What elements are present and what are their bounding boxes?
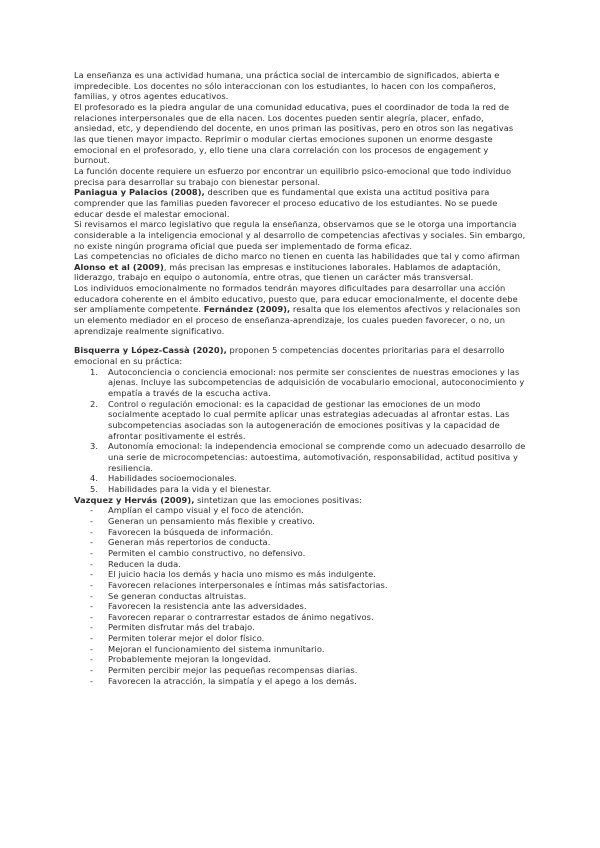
list-item	[74, 644, 526, 655]
paragraph-8	[74, 345, 526, 366]
citation: Paniagua y Palacios (2008),	[74, 187, 205, 198]
list-dash: -	[90, 654, 94, 665]
document-page	[74, 70, 526, 686]
list-item	[74, 505, 526, 516]
list-dash: -	[90, 515, 94, 526]
list-number: 5.	[90, 483, 99, 494]
list-item	[74, 665, 526, 676]
list-item	[74, 484, 526, 495]
list-item	[74, 654, 526, 665]
list-dash: -	[90, 537, 94, 548]
list-item-text: Permiten disfrutar más del trabajo.	[108, 622, 255, 633]
list-item	[74, 622, 526, 633]
list-dash: -	[90, 590, 94, 601]
list-dash: -	[90, 622, 94, 633]
list-item-text: Reducen la duda.	[108, 558, 181, 569]
list-item	[74, 516, 526, 527]
list-dash: -	[90, 633, 94, 644]
list-dash: -	[90, 665, 94, 676]
list-item	[74, 569, 526, 580]
list-item-text: Se generan conductas altruistas.	[108, 590, 247, 601]
paragraph-text: sintetizan que las emociones positivas:	[194, 494, 362, 505]
list-item	[74, 367, 526, 399]
list-item-text: Autonomía emocional: la independencia emocional se comprende como un adecuado desarrollo de una serie de microcompetencias: autoestima, automotivación, responsabilidad, actitud positiva y resiliencia.	[108, 441, 526, 473]
list-item	[74, 441, 526, 473]
list-item	[74, 473, 526, 484]
list-item-text: Permiten percibir mejor las pequeñas recompensas diarias.	[108, 665, 358, 676]
list-item	[74, 537, 526, 548]
list-dash: -	[90, 569, 94, 580]
list-item-text: Permiten el cambio constructivo, no defensivo.	[108, 547, 306, 558]
list-item-text: Favorecen la búsqueda de información.	[108, 526, 274, 537]
list-item	[74, 527, 526, 538]
paragraph-text: proponen 5 competencias docentes prioritarias para el desarrollo emocional en su práctica:	[74, 345, 505, 367]
paragraph-7	[74, 283, 526, 336]
paragraph-4	[74, 187, 526, 219]
paragraph-text: describen que es fundamental que exista una actitud positiva para comprender que las familias pueden favorecer el proceso educativo de los estudiantes. No se puede educar desde el malestar emocional.	[74, 187, 498, 219]
list-dash: -	[90, 579, 94, 590]
list-dash: -	[90, 505, 94, 516]
paragraph-text: resalta que los elementos afectivos y relacionales son un elemento mediador en el proceso de enseñanza-aprendizaje, los cuales pueden favorecer, o no, un aprendizaje realmente significativo.	[74, 304, 521, 336]
paragraph-2: El profesorado es la piedra angular de una comunidad educativa, pues el coordinador de toda la red de relaciones interpersonales que de ella nacen. Los docentes pueden sentir alegría, placer, enfado, ansiedad, etc, y dependiendo del docente, en unos priman las positivas, pero en otros son las negativas las que tienen mayor impacto. Reprimir o modular ciertas emociones suponen un enorme desgaste emocional en el profesorado, y, ello tiene una clara correlación con los procesos de engagement y burnout.	[74, 101, 514, 166]
list-item-text: Favorecen la resistencia ante las adversidades.	[108, 601, 307, 612]
list-number: 3.	[90, 441, 99, 452]
paragraph-text: , más precisan las empresas e instituciones laborales. Hablamos de adaptación, liderazgo, trabajo en equipo o autonomía, entre otras, que tienen un carácter más transversal.	[74, 261, 501, 283]
citation: Vazquez y Hervás (2009),	[74, 494, 195, 505]
list-item-text: Permiten tolerar mejor el dolor físico.	[108, 633, 265, 644]
list-item	[74, 601, 526, 612]
list-item	[74, 580, 526, 591]
list-dash: -	[90, 558, 94, 569]
list-item	[74, 591, 526, 602]
paragraph-9	[74, 495, 526, 506]
list-item-text: Probablemente mejoran la longevidad.	[108, 654, 271, 665]
list-item-text: Favorecen relaciones interpersonales e íntimas más satisfactorias.	[108, 579, 388, 590]
list-item	[74, 676, 526, 687]
citation: Bisquerra y López-Cassà (2020),	[74, 345, 227, 356]
list-item-text: Favorecen la atracción, la simpatía y el apego a los demás.	[108, 675, 357, 686]
list-item-text: El juicio hacia los demás y hacia uno mismo es más indulgente.	[108, 569, 376, 580]
list-number: 4.	[90, 473, 99, 484]
paragraph-1: La enseñanza es una actividad humana, una práctica social de intercambio de significados, abierta e impredecible. Los docentes no sólo interaccionan con los estudiantes, lo hacen con los compañeros, familias, y otros agentes educativos.	[74, 70, 500, 102]
list-dash: -	[90, 601, 94, 612]
list-item	[74, 633, 526, 644]
list-dash: -	[90, 611, 94, 622]
paragraph-text: Las competencias no oficiales de dicho marco no tienen en cuenta las habilidades que tal y como afirman	[74, 251, 520, 262]
list-dash: -	[90, 675, 94, 686]
list-dash: -	[90, 526, 94, 537]
list-item	[74, 399, 526, 442]
list-item-text: Amplían el campo visual y el foco de atención.	[108, 505, 304, 516]
list-item	[74, 559, 526, 570]
paragraph-3: La función docente requiere un esfuerzo por encontrar un equilibrio psico-emocional que todo individuo precisa para desarrollar su trabajo con bienestar personal.	[74, 165, 512, 187]
paragraph-5: Si revisamos el marco legislativo que regula la enseñanza, observamos que se le otorga una importancia considerable a la inteligencia emocional y al desarrollo de competencias afectivas y sociales. Sin embargo, no existe ningún programa oficial que pueda ser implementado de forma eficaz.	[74, 219, 526, 251]
list-item-text: Generan un pensamiento más flexible y creativo.	[108, 515, 315, 526]
list-item	[74, 548, 526, 559]
paragraph-text: Los individuos emocionalmente no formados tendrán mayores dificultades para desarrollar una acción educadora coherente en el ámbito educativo, puesto que, para educar emocionalmente, el docente debe ser ampliamente competente.	[74, 283, 518, 315]
list-item-text: Control o regulación emocional: es la capacidad de gestionar las emociones de un modo socialmente aceptado lo cual permite aplicar unas estrategias adecuadas al afrontar estas. Las subcompetencias asociadas son la autogeneración de emociones positivas y la capacidad de afrontar positivamente el estrés.	[108, 398, 510, 441]
list-item	[74, 612, 526, 623]
list-item-text: Generan más repertorios de conducta.	[108, 537, 271, 548]
list-dash: -	[90, 547, 94, 558]
list-item-text: Mejoran el funcionamiento del sistema inmunitario.	[108, 643, 325, 654]
list-number: 2.	[90, 398, 99, 409]
list-number: 1.	[90, 366, 99, 377]
citation: Fernández (2009),	[203, 304, 291, 315]
list-item-text: Favorecen reparar o contrarrestar estados de ánimo negativos.	[108, 611, 374, 622]
list-item-text: Habilidades socioemocionales.	[108, 473, 237, 484]
spacer	[74, 336, 526, 345]
list-item-text: Autoconciencia o conciencia emocional: nos permite ser conscientes de nuestras emociones y las ajenas. Incluye las subcompetencias de adquisición de vocabulario emocional, autoconocimiento y empatía a través de la escucha activa.	[108, 366, 525, 399]
citation: Alonso et al (2009)	[74, 261, 164, 272]
paragraph-6	[74, 251, 526, 283]
list-item-text: Habilidades para la vida y el bienestar.	[108, 483, 272, 494]
emociones-positivas-list	[74, 505, 526, 686]
competencias-list	[74, 367, 526, 495]
list-dash: -	[90, 643, 94, 654]
